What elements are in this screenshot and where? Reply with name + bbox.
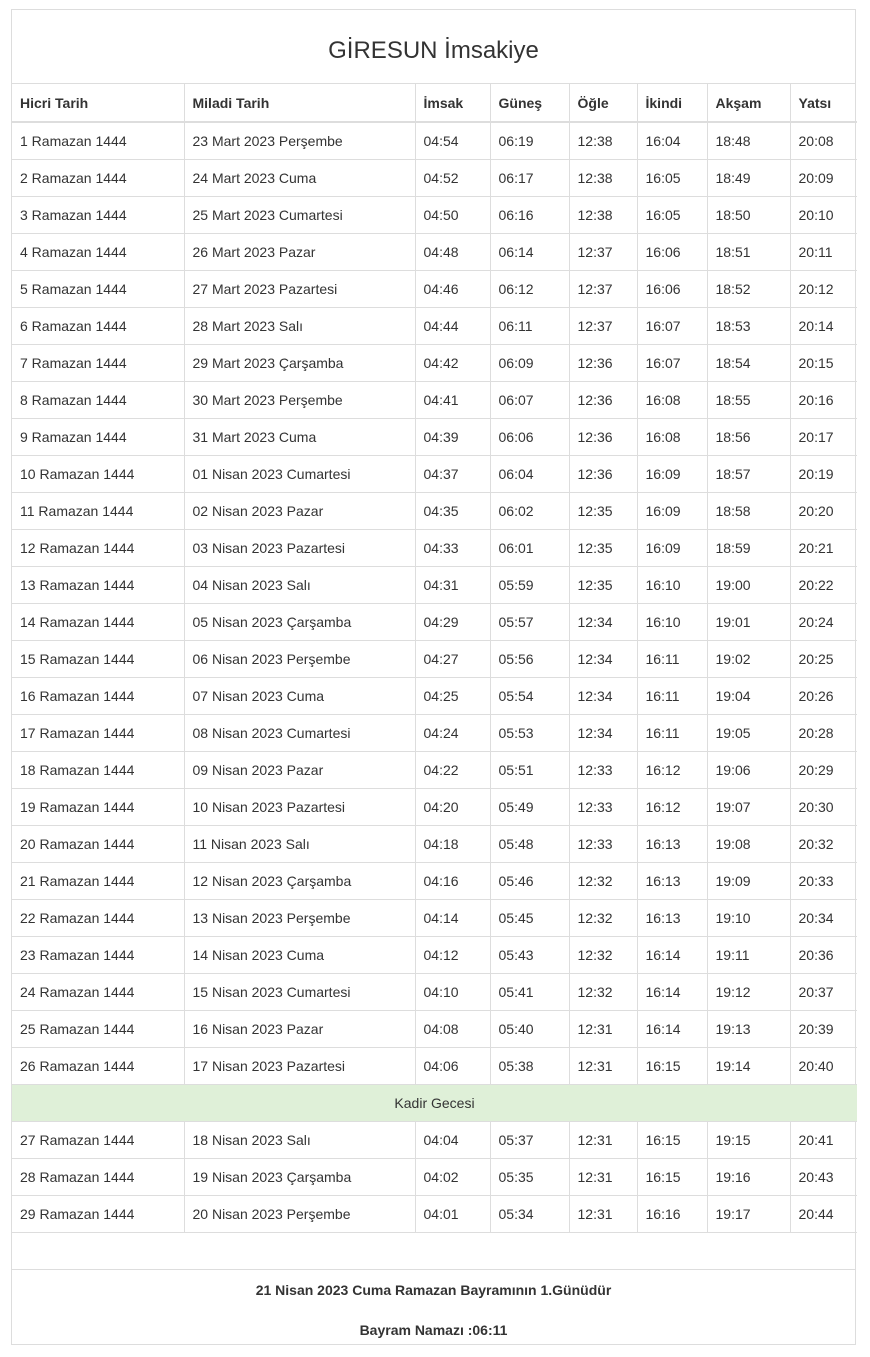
cell-aksam: 19:06 [707, 752, 790, 789]
cell-ikindi: 16:13 [637, 863, 707, 900]
cell-miladi: 19 Nisan 2023 Çarşamba [184, 1159, 415, 1196]
cell-hicri: 27 Ramazan 1444 [12, 1122, 184, 1159]
cell-gunes: 05:41 [490, 974, 569, 1011]
cell-miladi: 08 Nisan 2023 Cumartesi [184, 715, 415, 752]
cell-gunes: 06:16 [490, 197, 569, 234]
cell-aksam: 18:48 [707, 122, 790, 160]
cell-ogle: 12:31 [569, 1159, 637, 1196]
cell-miladi: 17 Nisan 2023 Pazartesi [184, 1048, 415, 1085]
cell-miladi: 06 Nisan 2023 Perşembe [184, 641, 415, 678]
bayram-namazi-time: Bayram Namazı :06:11 [359, 1322, 508, 1338]
cell-aksam: 18:55 [707, 382, 790, 419]
cell-hicri: 3 Ramazan 1444 [12, 197, 184, 234]
cell-hicri: 28 Ramazan 1444 [12, 1159, 184, 1196]
cell-hicri: 20 Ramazan 1444 [12, 826, 184, 863]
cell-imsak: 04:12 [415, 937, 490, 974]
cell-ogle: 12:33 [569, 789, 637, 826]
cell-aksam: 18:54 [707, 345, 790, 382]
cell-yatsi: 20:28 [790, 715, 857, 752]
cell-imsak: 04:44 [415, 308, 490, 345]
table-row [12, 122, 857, 160]
cell-ogle: 12:32 [569, 974, 637, 1011]
cell-aksam: 19:10 [707, 900, 790, 937]
imsakiye-table [12, 84, 857, 1233]
cell-gunes: 06:17 [490, 160, 569, 197]
cell-aksam: 19:15 [707, 1122, 790, 1159]
cell-hicri: 25 Ramazan 1444 [12, 1011, 184, 1048]
cell-imsak: 04:20 [415, 789, 490, 826]
cell-miladi: 24 Mart 2023 Cuma [184, 160, 415, 197]
cell-gunes: 05:37 [490, 1122, 569, 1159]
cell-gunes: 06:19 [490, 122, 569, 160]
cell-ikindi: 16:07 [637, 308, 707, 345]
cell-yatsi: 20:43 [790, 1159, 857, 1196]
cell-hicri: 16 Ramazan 1444 [12, 678, 184, 715]
cell-ikindi: 16:14 [637, 974, 707, 1011]
cell-aksam: 18:52 [707, 271, 790, 308]
cell-hicri: 2 Ramazan 1444 [12, 160, 184, 197]
cell-imsak: 04:01 [415, 1196, 490, 1233]
cell-gunes: 05:46 [490, 863, 569, 900]
footer [12, 1270, 855, 1340]
cell-ogle: 12:38 [569, 122, 637, 160]
cell-imsak: 04:10 [415, 974, 490, 1011]
cell-ikindi: 16:13 [637, 826, 707, 863]
cell-yatsi: 20:21 [790, 530, 857, 567]
cell-ikindi: 16:10 [637, 604, 707, 641]
cell-ikindi: 16:15 [637, 1122, 707, 1159]
table-row [12, 641, 857, 678]
table-row [12, 271, 857, 308]
cell-imsak: 04:14 [415, 900, 490, 937]
cell-yatsi: 20:16 [790, 382, 857, 419]
cell-ikindi: 16:11 [637, 641, 707, 678]
cell-aksam: 18:51 [707, 234, 790, 271]
cell-hicri: 11 Ramazan 1444 [12, 493, 184, 530]
cell-yatsi: 20:10 [790, 197, 857, 234]
cell-imsak: 04:08 [415, 1011, 490, 1048]
col-header-imsak: İmsak [415, 84, 490, 122]
cell-ikindi: 16:12 [637, 789, 707, 826]
cell-aksam: 18:50 [707, 197, 790, 234]
cell-miladi: 28 Mart 2023 Salı [184, 308, 415, 345]
cell-hicri: 10 Ramazan 1444 [12, 456, 184, 493]
col-header-gunes: Güneş [490, 84, 569, 122]
cell-hicri: 8 Ramazan 1444 [12, 382, 184, 419]
cell-ogle: 12:31 [569, 1196, 637, 1233]
cell-ikindi: 16:13 [637, 900, 707, 937]
cell-hicri: 29 Ramazan 1444 [12, 1196, 184, 1233]
table-row [12, 456, 857, 493]
cell-imsak: 04:29 [415, 604, 490, 641]
cell-imsak: 04:39 [415, 419, 490, 456]
cell-ikindi: 16:05 [637, 160, 707, 197]
cell-imsak: 04:25 [415, 678, 490, 715]
table-row [12, 345, 857, 382]
cell-ogle: 12:33 [569, 752, 637, 789]
table-row [12, 715, 857, 752]
cell-gunes: 05:56 [490, 641, 569, 678]
cell-hicri: 22 Ramazan 1444 [12, 900, 184, 937]
col-header-ogle: Öğle [569, 84, 637, 122]
cell-yatsi: 20:25 [790, 641, 857, 678]
cell-ikindi: 16:06 [637, 271, 707, 308]
cell-yatsi: 20:20 [790, 493, 857, 530]
cell-aksam: 18:53 [707, 308, 790, 345]
cell-ogle: 12:34 [569, 604, 637, 641]
cell-ikindi: 16:09 [637, 456, 707, 493]
cell-hicri: 17 Ramazan 1444 [12, 715, 184, 752]
cell-hicri: 5 Ramazan 1444 [12, 271, 184, 308]
table-row [12, 1011, 857, 1048]
cell-ogle: 12:33 [569, 826, 637, 863]
cell-imsak: 04:42 [415, 345, 490, 382]
cell-imsak: 04:50 [415, 197, 490, 234]
table-row [12, 197, 857, 234]
cell-hicri: 9 Ramazan 1444 [12, 419, 184, 456]
cell-yatsi: 20:36 [790, 937, 857, 974]
cell-yatsi: 20:34 [790, 900, 857, 937]
cell-ogle: 12:31 [569, 1122, 637, 1159]
cell-gunes: 06:06 [490, 419, 569, 456]
cell-aksam: 19:04 [707, 678, 790, 715]
cell-ikindi: 16:15 [637, 1159, 707, 1196]
cell-gunes: 05:35 [490, 1159, 569, 1196]
cell-yatsi: 20:11 [790, 234, 857, 271]
cell-miladi: 26 Mart 2023 Pazar [184, 234, 415, 271]
cell-yatsi: 20:29 [790, 752, 857, 789]
cell-miladi: 07 Nisan 2023 Cuma [184, 678, 415, 715]
cell-gunes: 06:04 [490, 456, 569, 493]
cell-aksam: 18:57 [707, 456, 790, 493]
cell-ogle: 12:35 [569, 567, 637, 604]
cell-gunes: 06:01 [490, 530, 569, 567]
table-row [12, 567, 857, 604]
cell-ogle: 12:38 [569, 160, 637, 197]
cell-gunes: 05:59 [490, 567, 569, 604]
cell-gunes: 06:12 [490, 271, 569, 308]
cell-imsak: 04:02 [415, 1159, 490, 1196]
cell-miladi: 30 Mart 2023 Perşembe [184, 382, 415, 419]
table-row [12, 1159, 857, 1196]
cell-yatsi: 20:41 [790, 1122, 857, 1159]
cell-yatsi: 20:26 [790, 678, 857, 715]
cell-aksam: 19:01 [707, 604, 790, 641]
cell-ogle: 12:38 [569, 197, 637, 234]
cell-aksam: 19:16 [707, 1159, 790, 1196]
cell-ogle: 12:35 [569, 530, 637, 567]
cell-ikindi: 16:11 [637, 678, 707, 715]
cell-aksam: 18:56 [707, 419, 790, 456]
cell-imsak: 04:46 [415, 271, 490, 308]
cell-hicri: 14 Ramazan 1444 [12, 604, 184, 641]
cell-imsak: 04:24 [415, 715, 490, 752]
cell-hicri: 12 Ramazan 1444 [12, 530, 184, 567]
table-row [12, 678, 857, 715]
cell-hicri: 6 Ramazan 1444 [12, 308, 184, 345]
cell-gunes: 05:48 [490, 826, 569, 863]
cell-ikindi: 16:15 [637, 1048, 707, 1085]
cell-ikindi: 16:10 [637, 567, 707, 604]
cell-miladi: 09 Nisan 2023 Pazar [184, 752, 415, 789]
cell-miladi: 12 Nisan 2023 Çarşamba [184, 863, 415, 900]
kadir-gecesi-row [12, 1085, 857, 1122]
col-header-hicri: Hicri Tarih [12, 84, 184, 122]
cell-ikindi: 16:08 [637, 419, 707, 456]
cell-yatsi: 20:22 [790, 567, 857, 604]
cell-hicri: 13 Ramazan 1444 [12, 567, 184, 604]
cell-ikindi: 16:14 [637, 1011, 707, 1048]
cell-ikindi: 16:14 [637, 937, 707, 974]
cell-yatsi: 20:30 [790, 789, 857, 826]
cell-ikindi: 16:11 [637, 715, 707, 752]
cell-yatsi: 20:12 [790, 271, 857, 308]
cell-ikindi: 16:06 [637, 234, 707, 271]
cell-miladi: 02 Nisan 2023 Pazar [184, 493, 415, 530]
table-row [12, 937, 857, 974]
cell-imsak: 04:54 [415, 122, 490, 160]
cell-yatsi: 20:24 [790, 604, 857, 641]
cell-gunes: 05:57 [490, 604, 569, 641]
cell-ikindi: 16:12 [637, 752, 707, 789]
cell-hicri: 23 Ramazan 1444 [12, 937, 184, 974]
table-row [12, 419, 857, 456]
cell-yatsi: 20:17 [790, 419, 857, 456]
cell-ogle: 12:32 [569, 937, 637, 974]
cell-gunes: 05:54 [490, 678, 569, 715]
page-title: GİRESUN İmsakiye [12, 10, 855, 84]
cell-miladi: 27 Mart 2023 Pazartesi [184, 271, 415, 308]
cell-gunes: 06:11 [490, 308, 569, 345]
table-row [12, 974, 857, 1011]
cell-aksam: 19:09 [707, 863, 790, 900]
cell-imsak: 04:35 [415, 493, 490, 530]
cell-yatsi: 20:08 [790, 122, 857, 160]
cell-imsak: 04:27 [415, 641, 490, 678]
table-row [12, 826, 857, 863]
cell-ogle: 12:32 [569, 900, 637, 937]
table-row [12, 604, 857, 641]
cell-yatsi: 20:33 [790, 863, 857, 900]
imsakiye-panel [11, 9, 856, 1345]
cell-miladi: 11 Nisan 2023 Salı [184, 826, 415, 863]
cell-yatsi: 20:39 [790, 1011, 857, 1048]
cell-gunes: 06:07 [490, 382, 569, 419]
cell-ogle: 12:35 [569, 493, 637, 530]
cell-aksam: 19:08 [707, 826, 790, 863]
cell-ikindi: 16:09 [637, 493, 707, 530]
cell-yatsi: 20:09 [790, 160, 857, 197]
cell-ogle: 12:34 [569, 715, 637, 752]
cell-ogle: 12:34 [569, 641, 637, 678]
col-header-aksam: Akşam [707, 84, 790, 122]
cell-miladi: 15 Nisan 2023 Cumartesi [184, 974, 415, 1011]
table-row [12, 752, 857, 789]
cell-gunes: 05:45 [490, 900, 569, 937]
table-row [12, 530, 857, 567]
cell-aksam: 19:07 [707, 789, 790, 826]
cell-miladi: 16 Nisan 2023 Pazar [184, 1011, 415, 1048]
table-row [12, 1048, 857, 1085]
cell-hicri: 18 Ramazan 1444 [12, 752, 184, 789]
table-row [12, 234, 857, 271]
cell-miladi: 05 Nisan 2023 Çarşamba [184, 604, 415, 641]
cell-ogle: 12:36 [569, 345, 637, 382]
cell-aksam: 18:49 [707, 160, 790, 197]
cell-miladi: 25 Mart 2023 Cumartesi [184, 197, 415, 234]
spacer-row [12, 1233, 855, 1270]
cell-yatsi: 20:14 [790, 308, 857, 345]
cell-imsak: 04:37 [415, 456, 490, 493]
cell-gunes: 05:49 [490, 789, 569, 826]
cell-aksam: 19:13 [707, 1011, 790, 1048]
cell-gunes: 06:09 [490, 345, 569, 382]
cell-ikindi: 16:04 [637, 122, 707, 160]
table-row [12, 863, 857, 900]
cell-ogle: 12:32 [569, 863, 637, 900]
table-header-row [12, 84, 857, 122]
col-header-yatsi: Yatsı [790, 84, 857, 122]
cell-imsak: 04:48 [415, 234, 490, 271]
cell-imsak: 04:18 [415, 826, 490, 863]
cell-ikindi: 16:16 [637, 1196, 707, 1233]
col-header-miladi: Miladi Tarih [184, 84, 415, 122]
cell-miladi: 14 Nisan 2023 Cuma [184, 937, 415, 974]
cell-hicri: 7 Ramazan 1444 [12, 345, 184, 382]
cell-miladi: 03 Nisan 2023 Pazartesi [184, 530, 415, 567]
cell-yatsi: 20:15 [790, 345, 857, 382]
cell-imsak: 04:04 [415, 1122, 490, 1159]
cell-ogle: 12:31 [569, 1011, 637, 1048]
cell-imsak: 04:16 [415, 863, 490, 900]
cell-miladi: 23 Mart 2023 Perşembe [184, 122, 415, 160]
cell-gunes: 06:14 [490, 234, 569, 271]
cell-miladi: 01 Nisan 2023 Cumartesi [184, 456, 415, 493]
cell-aksam: 19:02 [707, 641, 790, 678]
cell-yatsi: 20:19 [790, 456, 857, 493]
table-row [12, 1122, 857, 1159]
cell-gunes: 05:38 [490, 1048, 569, 1085]
cell-miladi: 10 Nisan 2023 Pazartesi [184, 789, 415, 826]
cell-imsak: 04:22 [415, 752, 490, 789]
cell-gunes: 05:34 [490, 1196, 569, 1233]
table-row [12, 160, 857, 197]
table-row [12, 789, 857, 826]
cell-miladi: 04 Nisan 2023 Salı [184, 567, 415, 604]
cell-ogle: 12:37 [569, 308, 637, 345]
cell-aksam: 18:58 [707, 493, 790, 530]
cell-ogle: 12:37 [569, 234, 637, 271]
cell-gunes: 05:40 [490, 1011, 569, 1048]
cell-ikindi: 16:07 [637, 345, 707, 382]
cell-miladi: 31 Mart 2023 Cuma [184, 419, 415, 456]
table-row [12, 1196, 857, 1233]
cell-aksam: 19:17 [707, 1196, 790, 1233]
cell-ogle: 12:36 [569, 382, 637, 419]
cell-miladi: 13 Nisan 2023 Perşembe [184, 900, 415, 937]
cell-miladi: 20 Nisan 2023 Perşembe [184, 1196, 415, 1233]
cell-hicri: 26 Ramazan 1444 [12, 1048, 184, 1085]
table-body [12, 122, 857, 1233]
cell-gunes: 05:43 [490, 937, 569, 974]
table-row [12, 900, 857, 937]
cell-aksam: 19:14 [707, 1048, 790, 1085]
cell-gunes: 06:02 [490, 493, 569, 530]
cell-imsak: 04:31 [415, 567, 490, 604]
cell-aksam: 19:12 [707, 974, 790, 1011]
table-row [12, 493, 857, 530]
cell-yatsi: 20:44 [790, 1196, 857, 1233]
cell-miladi: 18 Nisan 2023 Salı [184, 1122, 415, 1159]
cell-imsak: 04:41 [415, 382, 490, 419]
cell-ogle: 12:34 [569, 678, 637, 715]
cell-ikindi: 16:05 [637, 197, 707, 234]
cell-ikindi: 16:09 [637, 530, 707, 567]
cell-imsak: 04:33 [415, 530, 490, 567]
cell-hicri: 24 Ramazan 1444 [12, 974, 184, 1011]
cell-hicri: 21 Ramazan 1444 [12, 863, 184, 900]
cell-miladi: 29 Mart 2023 Çarşamba [184, 345, 415, 382]
cell-hicri: 1 Ramazan 1444 [12, 122, 184, 160]
cell-ikindi: 16:08 [637, 382, 707, 419]
special-row-label: Kadir Gecesi [12, 1085, 857, 1122]
cell-hicri: 4 Ramazan 1444 [12, 234, 184, 271]
cell-aksam: 19:05 [707, 715, 790, 752]
cell-hicri: 19 Ramazan 1444 [12, 789, 184, 826]
cell-ogle: 12:36 [569, 456, 637, 493]
table-row [12, 382, 857, 419]
cell-yatsi: 20:32 [790, 826, 857, 863]
cell-aksam: 18:59 [707, 530, 790, 567]
cell-yatsi: 20:37 [790, 974, 857, 1011]
cell-aksam: 19:11 [707, 937, 790, 974]
table-row [12, 308, 857, 345]
cell-imsak: 04:52 [415, 160, 490, 197]
cell-imsak: 04:06 [415, 1048, 490, 1085]
cell-gunes: 05:53 [490, 715, 569, 752]
cell-ogle: 12:31 [569, 1048, 637, 1085]
cell-yatsi: 20:40 [790, 1048, 857, 1085]
cell-ogle: 12:37 [569, 271, 637, 308]
bayram-note: 21 Nisan 2023 Cuma Ramazan Bayramının 1.Günüdür [255, 1282, 612, 1298]
cell-hicri: 15 Ramazan 1444 [12, 641, 184, 678]
cell-aksam: 19:00 [707, 567, 790, 604]
col-header-ikindi: İkindi [637, 84, 707, 122]
cell-gunes: 05:51 [490, 752, 569, 789]
cell-ogle: 12:36 [569, 419, 637, 456]
